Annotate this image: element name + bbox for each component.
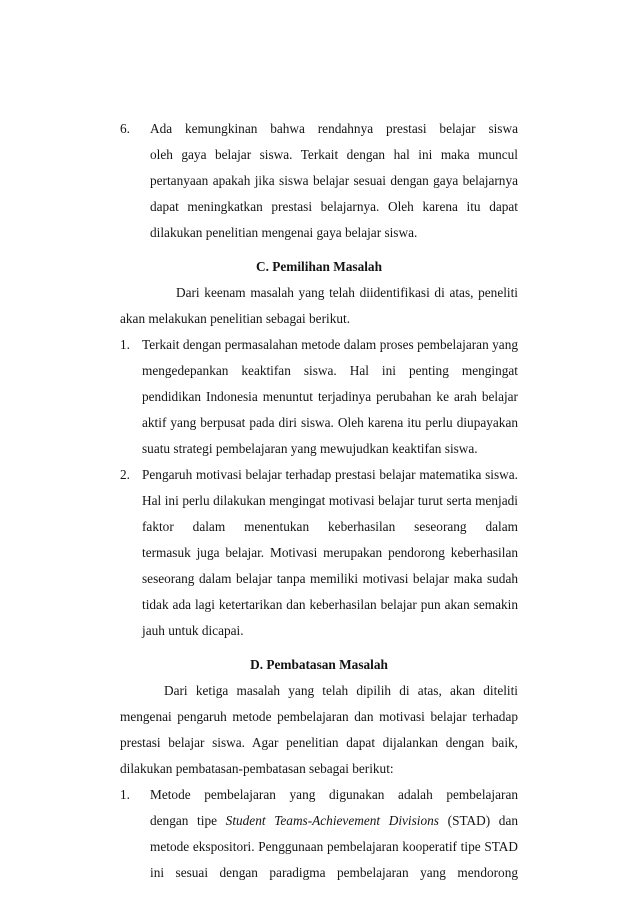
line-2-prefix: dengan tipe <box>150 813 217 828</box>
item-6-line-5: dilakukan penelitian mengenai gaya belajar siswa. <box>150 225 418 240</box>
section-c-item-1-line-2: mengedepankan keaktifan siswa. Hal ini penting mengingat <box>142 363 518 378</box>
section-c-item-1-number: 1. <box>120 337 130 352</box>
section-c-item-1-line-3: pendidikan Indonesia menuntut terjadinya perubahan ke arah belajar <box>142 389 518 404</box>
section-c-item-2-line-7: jauh untuk dicapai. <box>142 623 244 638</box>
item-6-line-3: pertanyaan apakah jika siswa belajar sesuai dengan gaya belajarnya <box>150 173 518 188</box>
item-6-line-2: oleh gaya belajar siswa. Terkait dengan hal ini maka muncul <box>150 147 518 162</box>
section-d-item-1-line-1: Metode pembelajaran yang digunakan adalah pembelajaran <box>150 787 518 802</box>
line-2-suffix: (STAD) dan <box>447 813 518 828</box>
section-c-item-2-line-2: Hal ini perlu dilakukan mengingat motivasi belajar turut serta menjadi <box>142 493 518 508</box>
section-c-item-1-line-4: aktif yang berpusat pada diri siswa. Oleh karena itu perlu diupayakan <box>142 415 518 430</box>
section-d-heading: D. Pembatasan Masalah <box>250 657 388 672</box>
section-c-item-1-line-5: suatu strategi pembelajaran yang mewujudkan keaktifan siswa. <box>142 441 478 456</box>
section-d-item-1-line-2 <box>150 813 518 829</box>
section-d-intro-line-1: Dari ketiga masalah yang telah dipilih di atas, akan diteliti <box>164 683 518 698</box>
item-6-line-4: dapat meningkatkan prestasi belajarnya. Oleh karena itu dapat <box>150 199 518 214</box>
section-c-intro-line-1: Dari keenam masalah yang telah diidentifikasi di atas, peneliti <box>176 285 518 300</box>
stad-italic-term: Student Teams-Achievement Divisions <box>225 813 439 828</box>
section-c-item-2-line-6: tidak ada lagi ketertarikan dan keberhasilan belajar pun akan semakin <box>142 597 518 612</box>
section-c-item-1-line-1: Terkait dengan permasalahan metode dalam proses pembelajaran yang <box>142 337 518 352</box>
section-d-item-1-line-3: metode ekspositori. Penggunaan pembelajaran kooperatif tipe STAD <box>150 839 518 854</box>
section-c-item-2-number: 2. <box>120 467 130 482</box>
section-c-heading: C. Pemilihan Masalah <box>256 259 382 274</box>
item-6-number: 6. <box>120 121 130 136</box>
section-c-item-2-line-1: Pengaruh motivasi belajar terhadap prestasi belajar matematika siswa. <box>142 467 518 482</box>
section-d-item-1-number: 1. <box>120 787 130 802</box>
section-d-intro-line-2: mengenai pengaruh metode pembelajaran dan motivasi belajar terhadap <box>120 709 518 724</box>
section-c-item-2-line-4: termasuk juga belajar. Motivasi merupakan pendorong keberhasilan <box>142 545 518 560</box>
section-c-item-2-line-3: faktor dalam menentukan keberhasilan seseorang dalam <box>142 519 518 534</box>
item-6-line-1: Ada kemungkinan bahwa rendahnya prestasi belajar siswa <box>150 121 518 136</box>
section-d-item-1-line-4: ini sesuai dengan paradigma pembelajaran yang mendorong <box>150 865 518 880</box>
section-c-item-2-line-5: seseorang dalam belajar tanpa memiliki motivasi belajar maka sudah <box>142 571 518 586</box>
section-d-intro-line-3: prestasi belajar siswa. Agar penelitian dapat dijalankan dengan baik, <box>120 735 518 750</box>
section-c-intro-line-2: akan melakukan penelitian sebagai berikut. <box>120 311 351 326</box>
section-d-intro-line-4: dilakukan pembatasan-pembatasan sebagai berikut: <box>120 761 394 776</box>
